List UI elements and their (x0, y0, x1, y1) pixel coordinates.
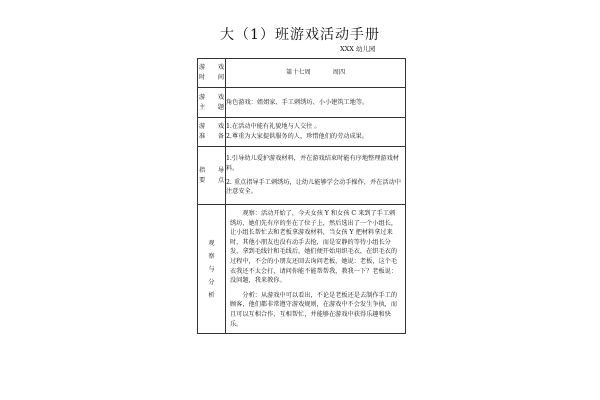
label-char: 戏 (217, 123, 224, 131)
label-char: 戏 (217, 64, 224, 72)
label-char: 观 (208, 239, 215, 247)
label-char: 析 (208, 291, 215, 299)
label-game-prep (198, 118, 226, 147)
observation-analysis-cell (226, 205, 406, 334)
label-char: 要 (199, 176, 206, 184)
label-game-time (198, 59, 226, 88)
row-game-time (198, 59, 406, 88)
analysis-paragraph: 分析：从游戏中可以看出，不论是老板还是去制作手工的顾客，他们都非常遵守游戏规则，在游戏中不会发生争执，而且可以互相合作，互相帮忙，并能够在游戏中获得乐趣和快乐。 (230, 291, 398, 328)
label-observation-analysis (198, 205, 226, 334)
label-char: 游 (199, 93, 206, 101)
label-char: 点 (217, 176, 224, 184)
label-char: 察 (208, 252, 215, 260)
label-char: 指 (199, 166, 206, 174)
label-game-theme (198, 88, 226, 118)
observation-paragraph: 观察：活动开始了，今天女孩 Y 和女孩 C 来到了手工刺绣坊，她们先有序的坐在了位子上，然后选出了一个小组长，让小组长帮忙去和老板拿游戏材料，当女孩 Y 把材料拿过来时，其他小朋友也没有动手去抢，而是安静的等待小组长分发，拿到毛线针和毛线后，她们便开始用织毛衣，在织毛衣的过程中，不会的小朋友还回去询问老板，她说：老板，这个毛衣我还不太会打，请问你能不能帮帮我，教我一下？老板说：没问题，我来教你。 (230, 210, 398, 285)
label-char: 分 (208, 278, 215, 286)
guide-item: 1.引导幼儿爱护游戏材料，并在游戏结束时能有序地整理游戏材料。 (226, 155, 399, 172)
label-char: 准 (199, 133, 206, 140)
row-game-prep (198, 118, 406, 147)
row-game-theme (198, 88, 406, 118)
label-char: 游 (199, 123, 206, 131)
label-char: 戏 (217, 93, 224, 101)
label-char: 游 (199, 64, 206, 72)
row-guidance-points (198, 147, 406, 205)
weekday: 周四 (332, 69, 346, 77)
label-char: 备 (217, 133, 224, 140)
label-char: 时 (199, 74, 206, 81)
game-time-cell (226, 59, 406, 88)
game-prep-cell (226, 118, 406, 147)
page-title: 大（1）班游戏活动手册 (220, 27, 380, 43)
label-char: 题 (217, 103, 224, 111)
prep-item: 1.在活动中能有礼貌地与人交往 。 (226, 123, 321, 131)
game-theme-text: 角色游戏：姐姐家、手工刺绣坊、小小建筑工地等。 (226, 88, 406, 118)
row-observation-analysis (198, 205, 406, 334)
label-char: 与 (208, 265, 215, 273)
label-guidance-points (198, 147, 226, 205)
prep-item: 2.尊重为大家提供服务的人，珍惜他们的劳动成果。 (226, 133, 369, 140)
week-number: 第十七周 (285, 69, 311, 77)
label-char: 主 (199, 103, 206, 111)
guide-item: 2. 重点指导手工刺绣坊，让幼儿能够学会动手操作，并在活动中注意安全。 (226, 178, 401, 196)
label-char: 间 (217, 74, 224, 81)
guidance-points-cell (226, 147, 406, 205)
label-char: 导 (217, 166, 224, 174)
school-name: XXX 幼儿园 (340, 45, 376, 53)
activity-form-table (197, 58, 406, 334)
